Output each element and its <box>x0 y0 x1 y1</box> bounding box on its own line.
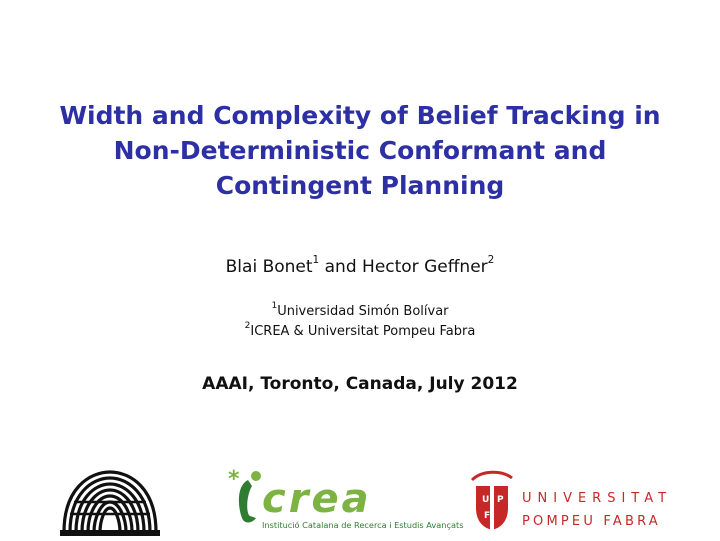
icrea-asterisk-icon: * <box>228 467 240 492</box>
venue-line: AAAI, Toronto, Canada, July 2012 <box>202 374 518 394</box>
author-conjunction: and <box>319 257 363 277</box>
affiliation-line <box>0 322 720 342</box>
affiliation-marker: 2 <box>244 320 251 331</box>
affiliation-marker: 1 <box>271 300 278 311</box>
svg-text:U: U <box>482 495 490 505</box>
affiliation-name: Universidad Simón Bolívar <box>277 304 449 319</box>
title-line-2: Non-Deterministic Conformant and <box>113 136 607 165</box>
upf-line-2: POMPEU FABRA <box>522 514 661 529</box>
upf-line-1: UNIVERSITAT <box>522 491 673 506</box>
author-affil-marker: 1 <box>312 254 320 267</box>
icrea-subtitle: Institució Catalana de Recerca i Estudis Avançats <box>262 520 464 530</box>
author-affil-marker: 2 <box>487 254 495 267</box>
affiliation-line <box>0 302 720 322</box>
affiliation-name: ICREA & Universitat Pompeu Fabra <box>250 324 476 339</box>
svg-text:P: P <box>497 495 504 505</box>
upf-logo <box>470 468 673 532</box>
icrea-wordmark: crea <box>262 476 372 522</box>
icrea-logo <box>226 466 464 534</box>
usb-logo <box>60 466 160 536</box>
author-name: Blai Bonet <box>225 257 313 277</box>
title-line-1: Width and Complexity of Belief Tracking in <box>59 101 661 130</box>
presentation-title <box>40 98 680 203</box>
svg-text:F: F <box>484 511 491 521</box>
affiliations <box>0 302 720 342</box>
author-name: Hector Geffner <box>362 257 488 277</box>
author-list <box>0 255 720 279</box>
title-line-3: Contingent Planning <box>215 171 505 200</box>
